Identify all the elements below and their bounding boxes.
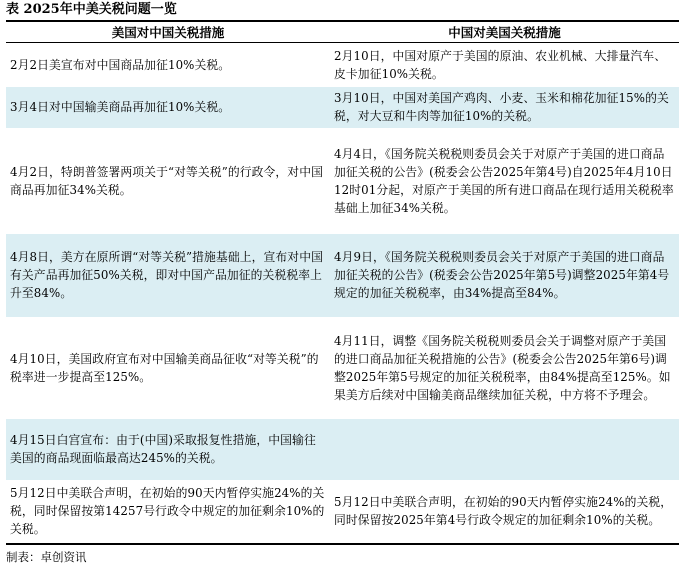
cell-cn bbox=[330, 419, 679, 480]
cell-us: 2月2日美宣布对中国商品加征10%关税。 bbox=[10, 57, 231, 72]
table-row bbox=[6, 419, 679, 480]
cell-cn: 4月11日，调整《国务院关税税则委员会关于调整对原产于美国的进口商品加征关税措施的公告》(税委会公告2025年第6号)调整2025年第5号规定的加征关税税率，由84%提高至125%。如果美方后续对中国输美商品继续加征关税，中方将不予理会。 bbox=[334, 333, 671, 402]
table-row bbox=[6, 128, 679, 234]
cell-cn: 3月10日，中国对美国产鸡肉、小麦、玉米和棉花加征15%的关税，对大豆和牛肉等加征10%的关税。 bbox=[330, 87, 679, 128]
table-row bbox=[6, 234, 679, 317]
cell-cn: 4月4日，《国务院关税税则委员会关于对原产于美国的进口商品加征关税的公告》(税委会公告2025年第4号)自2025年4月10日12时01分起，对原产于美国的所有进口商品在现行适用关税税率基础上加征34%关税。 bbox=[334, 146, 674, 215]
table-row bbox=[6, 87, 679, 128]
cell-us: 4月2日，特朗普签署两项关于“对等关税”的行政令，对中国商品再加征34%关税。 bbox=[10, 164, 323, 197]
table-title: 表 2025年中美关税问题一览 bbox=[6, 2, 177, 17]
cell-cn: 4月9日，《国务院关税税则委员会关于对原产于美国的进口商品加征关税的公告》(税委会公告2025年第5号)调整2025年第4号规定的加征关税税率，由34%提高至84%。 bbox=[330, 234, 679, 317]
table-row bbox=[6, 43, 679, 87]
cell-us: 4月15日白宫宣布：由于(中国)采取报复性措施，中国输往美国的商品现面临最高达245%的关税。 bbox=[6, 419, 330, 480]
cell-us: 5月12日中美联合声明，在初始的90天内暂停实施24%的关税，同时保留按第14257号行政令中规定的加征剩余10%的关税。 bbox=[10, 486, 325, 536]
cell-cn: 2月10日，中国对原产于美国的原油、农业机械、大排量汽车、皮卡加征10%关税。 bbox=[334, 48, 667, 81]
header-row bbox=[6, 22, 679, 43]
tariff-table bbox=[6, 20, 679, 545]
source-note: 制表：卓创资讯 bbox=[6, 550, 87, 564]
table-row bbox=[6, 317, 679, 419]
header-us: 美国对中国关税措施 bbox=[6, 22, 330, 43]
bottom-rule bbox=[6, 543, 679, 545]
table-row bbox=[6, 480, 679, 543]
cell-cn: 5月12日中美联合声明，在初始的90天内暂停实施24%的关税，同时保留按2025年第4号行政令规定的加征剩余10%的关税。 bbox=[334, 495, 673, 527]
cell-us: 4月10日，美国政府宣布对中国输美商品征收“对等关税”的税率进一步提高至125%。 bbox=[10, 351, 319, 384]
cell-us: 3月4日对中国输美商品再加征10%关税。 bbox=[6, 87, 330, 128]
cell-us: 4月8日，美方在原所谓“对等关税”措施基础上，宣布对中国有关产品再加征50%关税，即对中国产品加征的关税税率上升至84%。 bbox=[6, 234, 330, 317]
header-cn: 中国对美国关税措施 bbox=[330, 22, 679, 43]
